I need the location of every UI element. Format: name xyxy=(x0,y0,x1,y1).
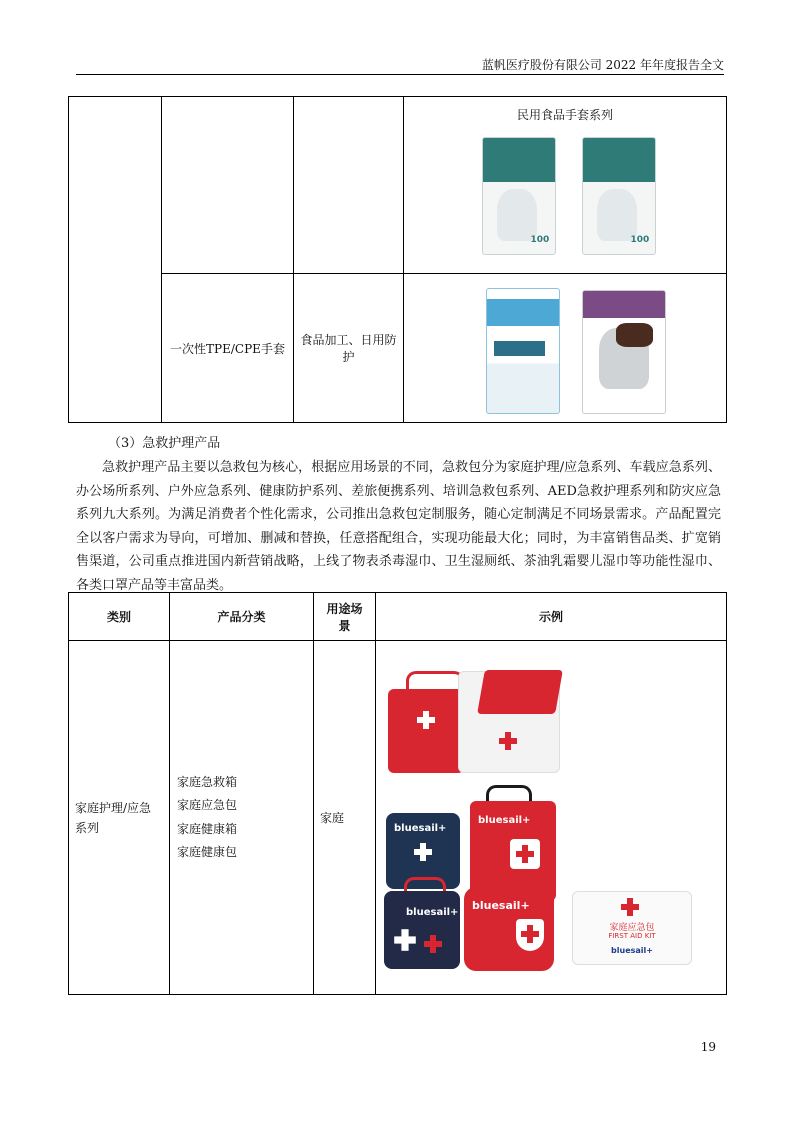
cpe-glove-bag-image xyxy=(582,290,666,414)
red-first-aid-box-image xyxy=(388,689,464,773)
scenario-cell: 家庭 xyxy=(314,641,376,995)
product-item: 家庭健康箱 xyxy=(177,821,238,836)
page-header xyxy=(76,52,724,75)
tpe-glove-box-image xyxy=(486,288,560,414)
product-cell: 一次性TPE/CPE手套 xyxy=(162,274,294,423)
food-glove-box-image: 100 xyxy=(482,137,556,255)
scenario-cell xyxy=(294,97,404,274)
category-cell: 家庭护理/应急系列 xyxy=(69,641,170,995)
product-cell xyxy=(162,97,294,274)
example-cell xyxy=(404,274,727,423)
header-product-class: 产品分类 xyxy=(170,593,314,641)
red-first-aid-bag-image: bluesail+ xyxy=(470,801,556,901)
glove-product-table xyxy=(68,96,727,423)
example-caption: 民用食品手套系列 xyxy=(516,108,613,122)
header-category: 类别 xyxy=(69,593,170,641)
navy-first-aid-bag-image: bluesail+ xyxy=(386,813,460,889)
navy-first-aid-pack-image: bluesail+ xyxy=(384,891,460,969)
header-example: 示例 xyxy=(376,593,727,641)
section-paragraph: 急救护理产品主要以急救包为核心，根据应用场景的不同，急救包分为家庭护理/应急系列、车载应急系列、办公场所系列、户外应急系列、健康防护系列、差旅便携系列、培训急救包系列、AED急救护理系列和防灾应急系列九大系列。为满足消费者个性化需求，公司推出急救包定制服务，随心定制满足不同场景需求。产品配置完全以客户需求为导向，可增加、删减和替换，任意搭配组合，实现功能最大化；同时，为丰富销售品类、扩宽销售渠道，公司重点推进国内新营销战略，上线了物表杀毒湿巾、卫生湿厕纸、茶油乳霜婴儿湿巾等功能性湿巾、各类口罩产品等丰富品类。 xyxy=(76,460,721,593)
section-title: （3）急救护理产品 xyxy=(108,436,221,451)
product-class-cell xyxy=(170,641,314,995)
example-cell xyxy=(404,97,727,274)
red-first-aid-pouch-image: bluesail+ xyxy=(464,887,554,971)
product-item: 家庭健康包 xyxy=(177,845,238,859)
white-first-aid-kit-image: 家庭应急包 FIRST AID KIT bluesail+ xyxy=(572,891,692,965)
product-item: 家庭急救箱 xyxy=(177,774,238,789)
food-glove-box-image: 100 xyxy=(582,137,656,255)
page-number: 19 xyxy=(700,1040,716,1054)
product-item: 家庭应急包 xyxy=(177,798,238,812)
category-cell xyxy=(69,97,162,423)
header-scenario: 用途场景 xyxy=(314,593,376,641)
white-first-aid-box-image xyxy=(458,671,560,773)
example-cell xyxy=(376,641,727,995)
header-title: 蓝帆医疗股份有限公司 2022 年年度报告全文 xyxy=(481,58,724,72)
scenario-cell: 食品加工、日用防护 xyxy=(294,274,404,423)
first-aid-product-table xyxy=(68,592,727,995)
